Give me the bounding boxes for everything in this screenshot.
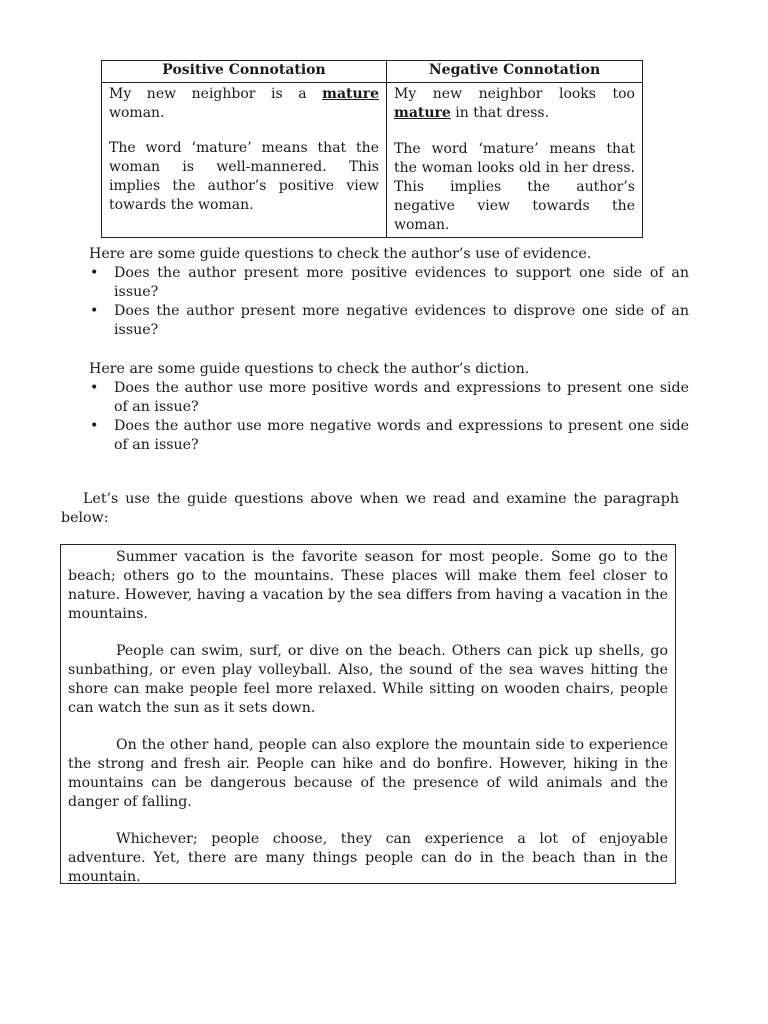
passage-paragraph: Whichever; people choose, they can experience a lot of enjoyable adventure. Yet, there are many things people can do in the beach than in the mountain. <box>68 831 668 885</box>
positive-cell <box>102 83 387 238</box>
table-row <box>102 83 643 238</box>
header-negative-connotation: Negative Connotation <box>387 61 643 83</box>
positive-explanation: The word ‘mature’ means that the woman is well-mannered. This implies the author’s positive view towards the woman. <box>109 140 379 213</box>
negative-explanation: The word ‘mature’ means that the woman looks old in her dress. This implies the author’s negative view towards the woman. <box>394 141 635 233</box>
diction-question-list <box>89 379 689 455</box>
instruction-paragraph: Let’s use the guide questions above when we read and examine the paragraph below: <box>61 491 679 526</box>
negative-example-sentence <box>394 85 635 123</box>
passage-paragraph: People can swim, surf, or dive on the beach. Others can pick up shells, go sunbathing, or even play volleyball. Also, the sound of the sea waves hitting the shore can make people feel more relaxed. While sitting on wooden chairs, people can watch the sun as it sets down. <box>68 643 668 716</box>
sentence-text: My new neighbor looks too <box>394 86 635 102</box>
negative-cell <box>387 83 643 238</box>
diction-intro: Here are some guide questions to check the author’s diction. <box>89 361 530 377</box>
evidence-guide-section <box>89 245 689 340</box>
passage-paragraph: On the other hand, people can also explore the mountain side to experience the strong and fresh air. People can hike and do bonfire. However, hiking in the mountains can be dangerous because of the presence of wild animals and the danger of falling. <box>68 737 668 810</box>
sentence-text: in that dress. <box>450 105 550 121</box>
keyword: mature <box>322 86 379 102</box>
sentence-text: My new neighbor is a <box>109 86 323 102</box>
table-header-row <box>102 61 643 83</box>
positive-example-sentence <box>109 85 379 123</box>
passage-paragraph: Summer vacation is the favorite season for most people. Some go to the beach; others go to the mountains. These places will make them feel closer to nature. However, having a vacation by the sea differs from having a vacation in the mountains. <box>68 549 668 622</box>
evidence-intro: Here are some guide questions to check the author’s use of evidence. <box>89 246 592 262</box>
list-item: • Does the author present more positive evidences to support one side of an issue? <box>114 264 689 302</box>
diction-guide-section <box>89 360 689 455</box>
list-item: • Does the author use more negative words and expressions to present one side of an issue? <box>114 417 689 455</box>
sentence-text: woman. <box>109 105 165 121</box>
reading-passage-box <box>60 544 676 884</box>
evidence-question-list <box>89 264 689 340</box>
list-item: • Does the author use more positive words and expressions to present one side of an issue? <box>114 379 689 417</box>
connotation-table <box>101 60 643 238</box>
header-positive-connotation: Positive Connotation <box>102 61 387 83</box>
keyword: mature <box>394 105 451 121</box>
list-item: • Does the author present more negative evidences to disprove one side of an issue? <box>114 302 689 340</box>
